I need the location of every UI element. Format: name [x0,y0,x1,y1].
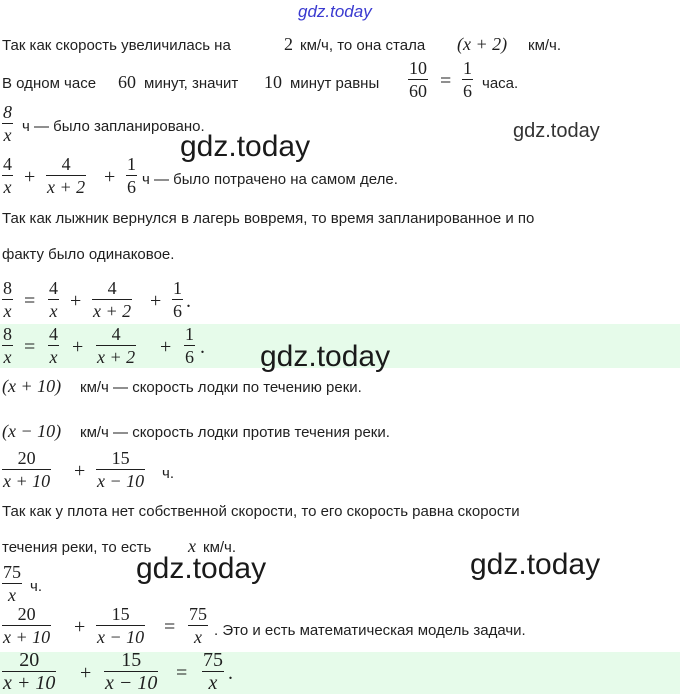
text: ч — было запланировано. [22,118,205,135]
denominator: x [8,585,16,605]
fraction-bar [96,625,145,626]
fraction-bar [462,79,473,80]
equals-sign: = [176,662,188,684]
denominator: 6 [127,177,136,197]
numerator: 4 [49,278,58,298]
numerator: 1 [173,278,182,298]
denominator: 6 [463,81,472,101]
text: км/ч. [203,539,237,556]
fraction-bar [172,299,183,300]
denominator: 6 [185,347,194,367]
fraction [188,604,208,647]
fraction [46,154,86,197]
fraction-bar [2,583,22,584]
numerator: 8 [3,102,12,122]
numerator: 8 [3,324,12,344]
fraction [2,562,22,605]
fraction [184,324,195,367]
denominator: x [49,301,58,321]
denominator: x [3,177,12,197]
denominator: x [3,301,12,321]
fraction-bar [2,469,51,470]
numerator: 4 [49,324,58,344]
watermark: gdz.today [136,552,267,585]
watermark-top: gdz.today [298,2,372,21]
watermark: gdz.today [470,548,601,581]
fraction [92,278,132,321]
fraction [2,604,51,647]
denominator: x − 10 [97,471,145,491]
fraction [104,650,158,693]
fraction [172,278,183,321]
fraction-bar [2,345,13,346]
fraction-bar [2,123,13,124]
fraction-bar [184,345,195,346]
numerator: 4 [61,154,71,174]
denominator: x − 10 [105,672,158,694]
plus-sign: + [72,336,84,358]
denominator: 60 [409,81,427,101]
highlight-band [0,649,680,694]
fraction-bar [92,299,132,300]
math: 2 [284,34,293,54]
denominator: x + 10 [3,471,51,491]
denominator: x + 10 [3,627,51,647]
numerator: 15 [121,649,142,671]
watermark: gdz.today [260,340,391,373]
numerator: 1 [127,154,136,174]
text: В одном часе [2,75,97,92]
fraction [2,448,51,491]
text: часа. [482,75,519,92]
plus-sign: + [70,290,82,312]
denominator: x + 2 [97,347,136,367]
plus-sign: + [74,616,86,638]
fraction-bar [408,79,428,80]
fraction-bar [48,345,59,346]
numerator: 15 [111,604,130,624]
math: 60 [118,72,136,92]
numerator: 8 [3,278,12,298]
denominator: x [3,347,12,367]
fraction [2,650,56,693]
text: км/ч — скорость лодки против течения реки. [80,424,390,441]
text: км/ч — скорость лодки по течению реки. [80,379,362,396]
numerator: 20 [19,649,40,671]
math: (x + 10) [2,376,62,396]
watermark: gdz.today [513,120,600,142]
numerator: 15 [111,448,130,468]
fraction-bar [96,345,136,346]
fraction [48,278,59,321]
fraction [96,604,145,647]
text: минут равны [290,75,380,92]
math: (x − 10) [2,421,62,441]
numerator: 1 [185,324,194,344]
equals-sign: = [164,616,176,638]
math: 10 [264,72,282,92]
denominator: x + 2 [93,301,132,321]
fraction [202,650,224,693]
fraction [96,448,145,491]
text: течения реки, то есть [2,539,152,556]
fraction [2,102,13,145]
text: Так как скорость увеличилась на [2,37,231,54]
denominator: x [49,347,58,367]
denominator: x + 2 [47,177,86,197]
period: . [200,336,205,358]
fraction [2,324,13,367]
text: км/ч, то она стала [300,37,426,54]
fraction [96,324,136,367]
text: . Это и есть математическая модель задачи. [214,622,526,639]
denominator: x [3,125,12,145]
text-line-6: факту было одинаковое. [2,246,175,263]
denominator: x [194,627,202,647]
numerator: 20 [17,604,36,624]
math: x [188,536,196,556]
equals-sign: = [24,290,36,312]
numerator: 75 [3,562,21,582]
numerator: 20 [17,448,36,468]
denominator: x − 10 [97,627,145,647]
fraction-bar [48,299,59,300]
text: км/ч. [528,37,562,54]
fraction [462,58,473,101]
text-line-5: Так как лыжник вернулся в лагерь вовремя, то время запланированное и по [2,210,535,227]
plus-sign: + [160,336,172,358]
fraction-bar [46,175,86,176]
fraction-bar [126,175,137,176]
text: ч — было потрачено на самом деле. [142,171,398,188]
denominator: 6 [173,301,182,321]
plus-sign: + [104,166,116,188]
fraction-bar [2,175,13,176]
plus-sign: + [80,662,92,684]
numerator: 4 [111,324,121,344]
fraction [2,154,13,197]
text-line-10: Так как у плота нет собственной скорости, то его скорость равна скорости [2,503,520,520]
equals-sign: = [24,336,36,358]
denominator: x [208,672,218,694]
equals-sign: = [440,70,452,92]
text: минут, значит [144,75,239,92]
period: . [228,662,233,684]
fraction-bar [96,469,145,470]
plus-sign: + [74,460,86,482]
plus-sign: + [150,290,162,312]
numerator: 1 [463,58,472,78]
fraction [408,58,428,101]
text: ч. [162,465,174,482]
numerator: 10 [409,58,427,78]
plus-sign: + [24,166,36,188]
math: (x + 2) [457,34,508,54]
fraction-bar [2,299,13,300]
fraction-bar [188,625,208,626]
numerator: 75 [189,604,207,624]
numerator: 75 [203,649,223,671]
watermark: gdz.today [180,130,311,163]
fraction-bar [2,625,51,626]
denominator: x + 10 [3,672,56,694]
fraction [48,324,59,367]
numerator: 4 [3,154,12,174]
numerator: 4 [107,278,117,298]
fraction [126,154,137,197]
fraction [2,278,13,321]
period: . [186,290,191,312]
text: ч. [30,578,42,595]
